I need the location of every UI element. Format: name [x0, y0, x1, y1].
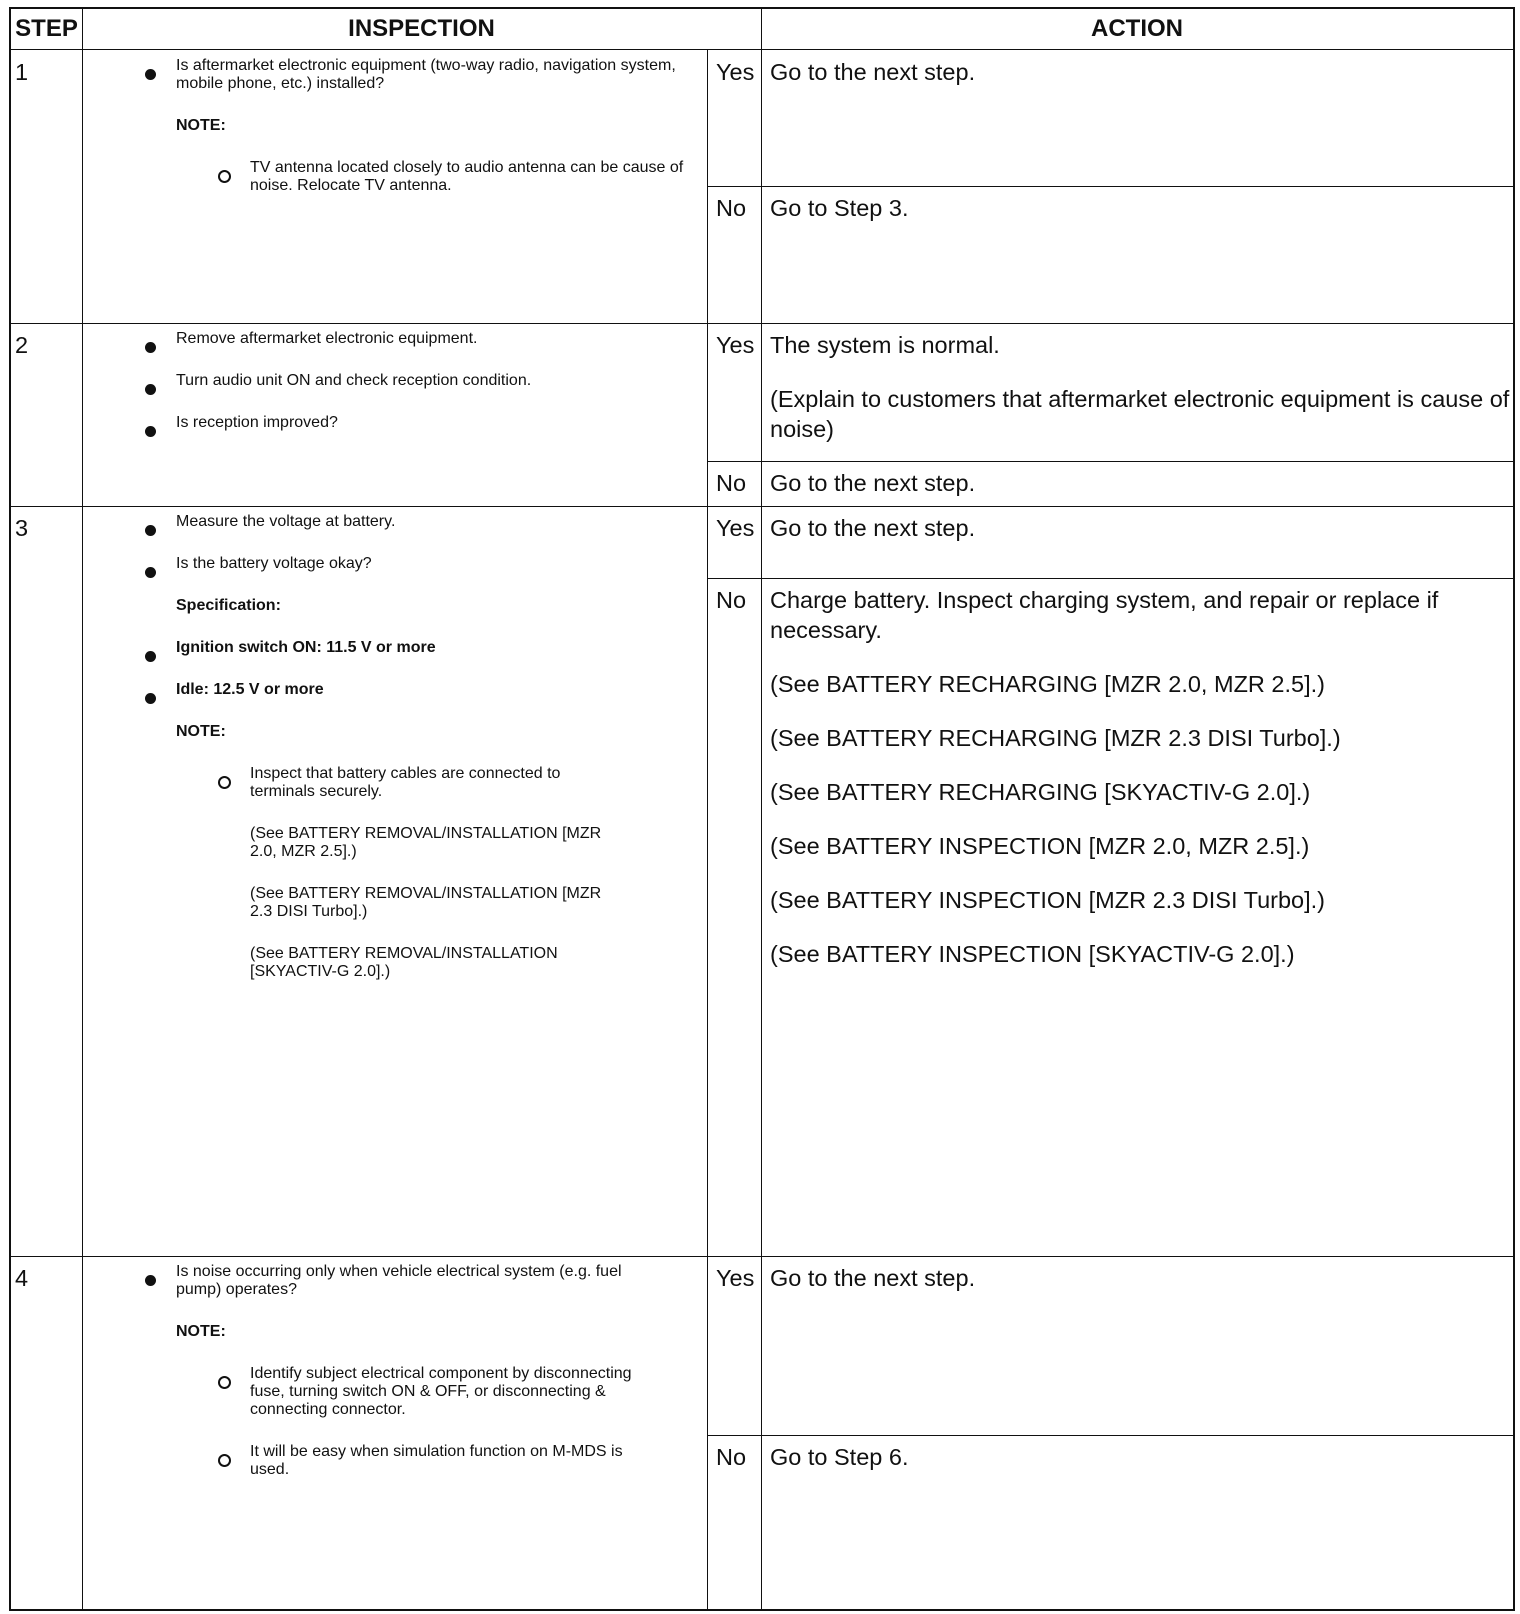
- yesno-divider-3: [707, 578, 1513, 579]
- inspection-item: Turn audio unit ON and check reception condition.: [95, 372, 707, 390]
- note-label: NOTE:: [176, 723, 226, 740]
- inspection-item: Is the battery voltage okay?: [95, 555, 707, 573]
- row-divider-3: [11, 1256, 1513, 1257]
- reference-link: (See BATTERY INSPECTION [SKYACTIV-G 2.0].): [770, 941, 1295, 967]
- step-number: 3: [15, 515, 29, 541]
- note-label: NOTE:: [176, 117, 226, 134]
- spec-item: Ignition switch ON: 11.5 V or more: [95, 639, 707, 657]
- reference-link: (See BATTERY INSPECTION [MZR 2.0, MZR 2.5].): [770, 833, 1310, 859]
- step-number: 2: [15, 332, 29, 358]
- yes-action: Go to the next step.: [770, 59, 976, 85]
- bullet-icon: [145, 426, 156, 437]
- header-divider: [11, 49, 1513, 50]
- note-item: Inspect that battery cables are connected to terminals securely.: [95, 765, 707, 801]
- no-label: No: [716, 587, 747, 613]
- step-number: 4: [15, 1265, 29, 1291]
- no-action: [765, 585, 1515, 969]
- no-label: No: [716, 195, 747, 221]
- reference-link: (See BATTERY INSPECTION [MZR 2.3 DISI Turbo].): [770, 887, 1326, 913]
- step-4-inspection: [95, 1263, 707, 1479]
- yes-action: Go to the next step.: [770, 1265, 976, 1291]
- yes-label: Yes: [716, 59, 755, 85]
- specification-label: Specification:: [176, 597, 281, 614]
- note-item: It will be easy when simulation function on M-MDS is used.: [95, 1443, 707, 1479]
- reference-link: (See BATTERY RECHARGING [SKYACTIV-G 2.0].): [770, 779, 1311, 805]
- step-3-inspection: [95, 513, 707, 981]
- header-step: STEP: [15, 15, 78, 42]
- bullet-icon: [145, 69, 156, 80]
- bullet-icon: [145, 567, 156, 578]
- circle-bullet-icon: [218, 776, 231, 789]
- action-text: Charge battery. Inspect charging system, and repair or replace if necessary.: [770, 587, 1439, 643]
- action-text: The system is normal.: [770, 332, 1000, 358]
- diagnostic-table: [9, 7, 1515, 1611]
- yesno-divider-2: [707, 461, 1513, 462]
- no-action: Go to Step 6.: [770, 1444, 909, 1470]
- diagnostic-table-page: [9, 7, 1513, 1609]
- reference-link: (See BATTERY REMOVAL/INSTALLATION [MZR 2.0, MZR 2.5].): [250, 825, 602, 860]
- circle-bullet-icon: [218, 1376, 231, 1389]
- yes-action: [765, 330, 1515, 444]
- reference-link: (See BATTERY REMOVAL/INSTALLATION [MZR 2.3 DISI Turbo].): [250, 885, 602, 920]
- inspection-item: Remove aftermarket electronic equipment.: [95, 330, 707, 348]
- bullet-icon: [145, 693, 156, 704]
- yesno-divider-1: [707, 186, 1513, 187]
- bullet-icon: [145, 342, 156, 353]
- step-2-inspection: [95, 330, 707, 432]
- yesno-divider-4: [707, 1435, 1513, 1436]
- step-number: 1: [15, 59, 29, 85]
- no-label: No: [716, 470, 747, 496]
- circle-bullet-icon: [218, 170, 231, 183]
- yes-label: Yes: [716, 332, 755, 358]
- action-text: (Explain to customers that aftermarket electronic equipment is cause of noise): [770, 386, 1510, 442]
- bullet-icon: [145, 525, 156, 536]
- note-item: TV antenna located closely to audio antenna can be cause of noise. Relocate TV antenna.: [95, 159, 707, 195]
- inspection-item: Is noise occurring only when vehicle electrical system (e.g. fuel pump) operates?: [95, 1263, 707, 1299]
- col-divider-yesno: [707, 49, 708, 1609]
- row-divider-1: [11, 323, 1513, 324]
- yes-label: Yes: [716, 515, 755, 541]
- no-action: Go to the next step.: [770, 470, 976, 496]
- yes-action: Go to the next step.: [770, 515, 976, 541]
- note-label: NOTE:: [176, 1323, 226, 1340]
- inspection-item: Is reception improved?: [95, 414, 707, 432]
- inspection-item: Measure the voltage at battery.: [95, 513, 707, 531]
- note-item: Identify subject electrical component by disconnecting fuse, turning switch ON & OFF, or disconnecting & connecting connector.: [95, 1365, 707, 1419]
- header-action: ACTION: [1091, 15, 1183, 42]
- step-1-inspection: [95, 57, 707, 195]
- reference-link: (See BATTERY REMOVAL/INSTALLATION [SKYACTIV-G 2.0].): [250, 945, 558, 980]
- bullet-icon: [145, 384, 156, 395]
- circle-bullet-icon: [218, 1454, 231, 1467]
- col-divider-step: [82, 9, 83, 1609]
- row-divider-2: [11, 506, 1513, 507]
- yes-label: Yes: [716, 1265, 755, 1291]
- reference-link: (See BATTERY RECHARGING [MZR 2.3 DISI Turbo].): [770, 725, 1341, 751]
- inspection-item: Is aftermarket electronic equipment (two-way radio, navigation system, mobile phone, etc.) installed?: [95, 57, 707, 93]
- spec-item: Idle: 12.5 V or more: [95, 681, 707, 699]
- col-divider-yesno-right: [761, 49, 762, 1609]
- header-inspection: INSPECTION: [348, 15, 495, 42]
- no-action: Go to Step 3.: [770, 195, 909, 221]
- reference-link: (See BATTERY RECHARGING [MZR 2.0, MZR 2.5].): [770, 671, 1325, 697]
- no-label: No: [716, 1444, 747, 1470]
- bullet-icon: [145, 651, 156, 662]
- bullet-icon: [145, 1275, 156, 1286]
